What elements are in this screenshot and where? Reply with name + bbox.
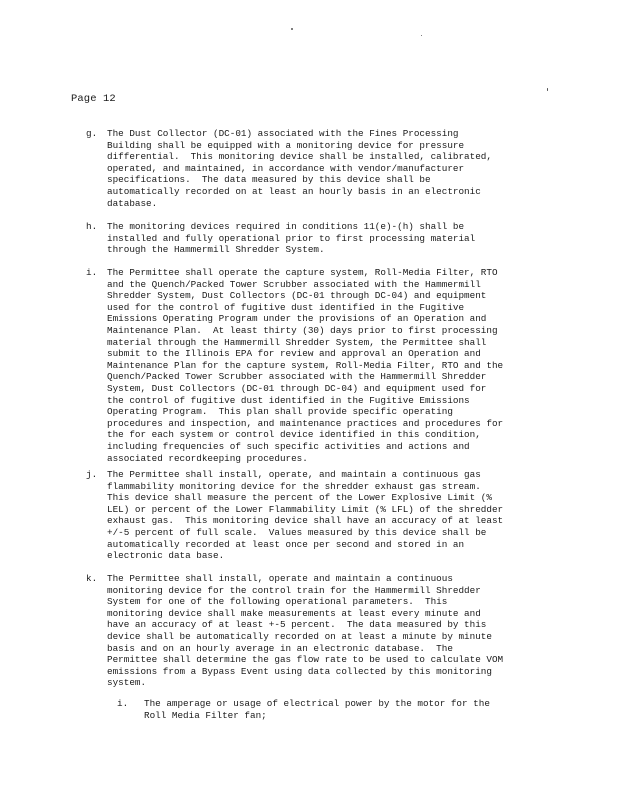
text-line: Operating Program. This plan shall provide specific operating [107,406,453,418]
text-line: differential. This monitoring device shall be installed, calibrated, [107,151,492,163]
text-line: material through the Hammermill Shredder System, the Permittee shall [107,336,487,348]
text-line: basis and on an hourly average in an electronic database. The [107,642,453,654]
text-line: The amperage or usage of electrical power by the motor for the [144,698,490,709]
text-line: installed and fully operational prior to first processing material [107,232,476,244]
text-line: device shall be automatically recorded on at least a minute by minute [107,630,492,642]
text-line: The Permittee shall install, operate, and maintain a continuous gas [107,469,481,480]
item-letter: i. [86,267,98,278]
text-line: Maintenance Plan. At least thirty (30) days prior to first processing [107,324,498,336]
text-line: The Permittee shall install, operate and maintain a continuous [107,573,453,584]
text-line: LEL) or percent of the Lower Flammability Limit (% LFL) of the shredder [107,503,504,515]
item-letter: j. [86,469,98,480]
text-line: have an accuracy of at least +-5 percent. The data measured by this [107,619,487,631]
text-line: +/-5 percent of full scale. Values measured by this device shall be [107,526,487,538]
text-line: submit to the Illinois EPA for review and approval an Operation and [107,348,481,360]
text-line: This device shall measure the percent of the Lower Explosive Limit (% [107,492,492,504]
text-line: and the Quench/Packed Tower Scrubber associated with the Hammermill [107,278,481,290]
text-line: monitoring device for the control train for the Hammermill Shredder [107,584,481,596]
text-line: System for one of the following operational parameters. This [107,596,448,608]
text-line: System, Dust Collectors (DC-01 through DC-04) and equipment used for [107,382,487,394]
text-line: associated recordkeeping procedures. [107,452,308,464]
text-line: Shredder System, Dust Collectors (DC-01 through DC-04) and equipment [107,290,487,302]
item-text [107,573,532,689]
item-text [107,128,532,209]
text-line: Emissions Operating Program under the provisions of an Operation and [107,313,487,325]
text-line: emissions from a Bypass Event using data collected by this monitoring [107,665,492,677]
text-line: automatically recorded on at least an hourly basis in an electronic [107,185,481,197]
text-line: Roll Media Filter fan; [144,709,267,721]
text-line: including frequencies of such specific activities and actions and [107,440,470,452]
scan-speck [291,28,293,30]
text-line: Maintenance Plan for the capture system, Roll-Media Filter, RTO and the [107,359,504,371]
text-line: The monitoring devices required in conditions 11(e)-(h) shall be [107,221,465,232]
page-number: Page 12 [71,93,116,105]
item-letter: k. [86,573,98,584]
text-line: Building shall be equipped with a monitoring device for pressure [107,139,465,151]
subitem-text [144,698,536,721]
text-line: monitoring device shall make measurements at least every minute and [107,607,481,619]
text-line: used for the control of fugitive dust identified in the Fugitive [107,301,465,313]
text-line: the for each system or control device identified in this condition, [107,429,481,441]
text-line: The Permittee shall operate the capture system, Roll-Media Filter, RTO [107,267,498,278]
text-line: through the Hammermill Shredder System. [107,244,325,256]
text-line: Quench/Packed Tower Scrubber associated with the Hammermill Shredder [107,371,487,383]
item-text [107,469,532,562]
item-text [107,221,532,256]
text-line: flammability monitoring device for the shredder exhaust gas stream. [107,480,481,492]
text-line: The Dust Collector (DC-01) associated with the Fines Processing [107,128,459,139]
text-line: operated, and maintained, in accordance with vendor/manufacturer [107,162,465,174]
text-line: exhaust gas. This monitoring device shall have an accuracy of at least [107,515,504,527]
item-text [107,267,532,464]
subitem-numeral: i. [117,698,129,709]
text-line: electronic data base. [107,550,225,562]
scan-speck [421,35,422,36]
item-letter: h. [86,221,98,232]
text-line: system. [107,677,147,689]
scan-speck [547,88,548,91]
item-letter: g. [86,128,98,139]
text-line: Permittee shall determine the gas flow rate to be used to calculate VOM [107,654,504,666]
text-line: the control of fugitive dust identified in the Fugitive Emissions [107,394,470,406]
text-line: automatically recorded at least once per second and stored in an [107,538,465,550]
text-line: specifications. The data measured by this device shall be [107,174,431,186]
text-line: database. [107,197,158,209]
text-line: procedures and inspection, and maintenance practices and procedures for [107,417,504,429]
